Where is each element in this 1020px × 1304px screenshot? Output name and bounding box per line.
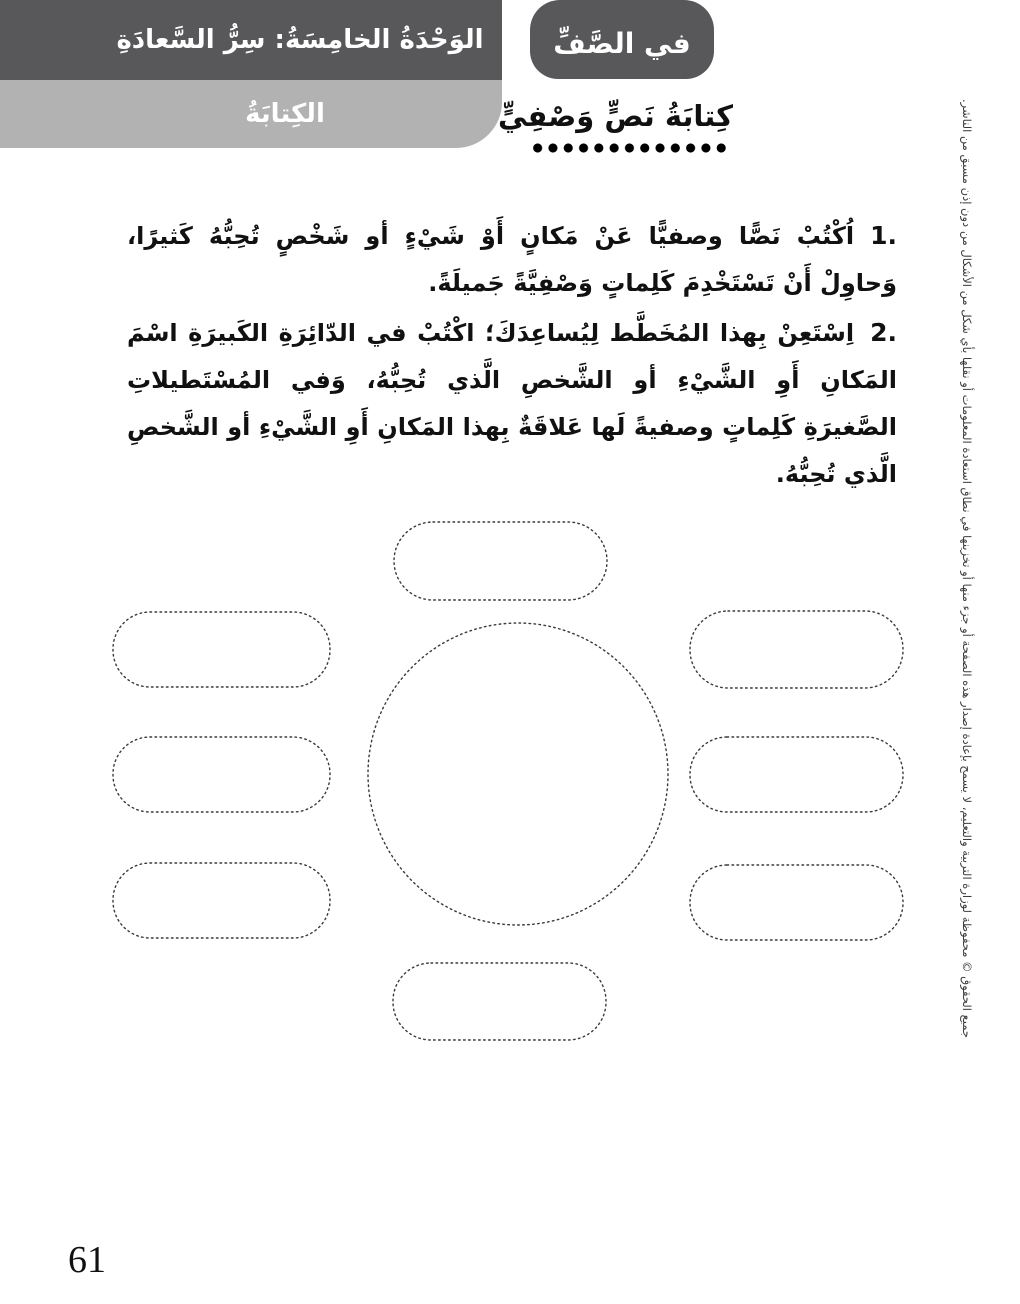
unit-title-banner: [0, 0, 502, 80]
diagram-box-bottom: [393, 963, 606, 1040]
diagram-box-right-1: [690, 611, 903, 688]
instruction-text-1: اُكْتُبْ نَصًّا وصفيًّا عَنْ مَكانٍ أَوْ شَيْءٍ أو شَخْصٍ تُحِبُّهُ كَثيرًا، وَحاوِلْ أَنْ تَسْتَخْدِمَ كَلِماتٍ وَصْفِيَّةً جَميلَةً.: [127, 222, 897, 297]
section-banner: [0, 80, 502, 148]
dotted-underline: [530, 143, 729, 153]
context-badge-label: في الصَّفِّ: [553, 27, 691, 60]
section-title: الكِتابَةُ: [245, 99, 325, 129]
diagram-box-top: [394, 522, 607, 600]
context-badge: [530, 0, 714, 79]
instructions-list: [127, 212, 897, 500]
diagram-box-left-3: [113, 863, 330, 938]
diagram-center-circle: [368, 623, 668, 925]
diagram-box-left-2: [113, 737, 330, 812]
lesson-title: كِتابَةُ نَصٍّ وَصْفِيٍّ: [498, 99, 733, 133]
unit-title: الوَحْدَةُ الخامِسَةُ: سِرُّ السَّعادَةِ: [116, 25, 484, 55]
instruction-text-2: اِسْتَعِنْ بِهذا المُخَطَّط لِيُساعِدَكَ؛ اكْتُبْ في الدّائِرَةِ الكَبيرَةِ اسْمَ المَكانِ أَوِ الشَّيْءِ أو الشَّخصِ الَّذي تُحِبُّهُ، وَفي المُسْتَطيلاتِ الصَّغيرَةِ كَلِماتٍ وصفيةً لَها عَلاقَةٌ بِهذا المَكانِ أَوِ الشَّيْءِ أو الشَّخصِ الَّذي تُحِبُّهُ.: [127, 319, 897, 488]
diagram-box-right-3: [690, 865, 903, 940]
instruction-item-2: [127, 309, 897, 498]
instruction-number-1: 1.: [870, 221, 897, 250]
copyright-text: جميع الحقوق © محفوظة لوزارة التربية والتعليم، لا يسمح بإعادة إصدار هذه الصفحة أو جزء منها أو تخزينها في نطاق استعادة المعلومات أو نقلها بأي شكل من الأشكال من دون إذن مسبق من الناشر.: [960, 98, 974, 1038]
page-number: 61: [68, 1239, 106, 1281]
diagram-box-left-1: [113, 612, 330, 687]
diagram-box-right-2: [690, 737, 903, 812]
instruction-item-1: [127, 212, 897, 307]
instruction-number-2: 2.: [870, 318, 897, 347]
